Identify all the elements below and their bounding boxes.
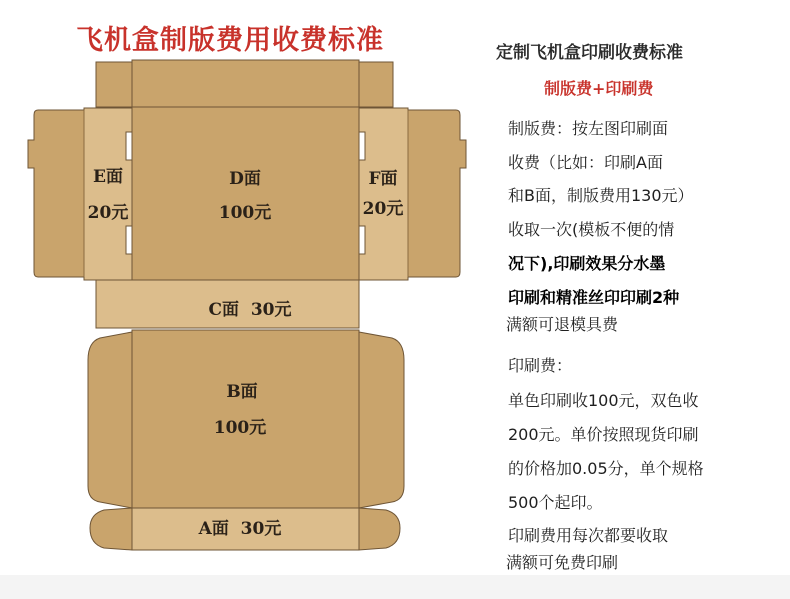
print-fee-line: 500个起印。 (508, 493, 603, 512)
e-face-price: 20元 (87, 203, 129, 223)
slot (126, 132, 132, 160)
d-face-name: D面 (229, 169, 261, 189)
slot (359, 226, 365, 254)
a-flap-left-ear (90, 508, 132, 550)
plate-fee-line: 制版费：按左图印刷面 (508, 119, 669, 138)
pricing-title: 定制飞机盒印刷收费标准 (496, 43, 683, 63)
a-face-label: A面 30元 (198, 519, 282, 539)
print-fee-line: 印刷费用每次都要收取 (508, 526, 669, 545)
f-outer-flap (408, 110, 466, 277)
slot (359, 132, 365, 160)
f-face-name: F面 (368, 169, 398, 189)
print-fee-line: 单色印刷收100元，双色收 (508, 391, 699, 410)
bottom-strip (0, 575, 790, 599)
f-face-price: 20元 (362, 199, 404, 219)
print-fee-line: 印刷费： (508, 356, 573, 375)
e-face-name: E面 (93, 167, 123, 187)
pricing-subtitle: 制版费+印刷费 (544, 79, 654, 98)
print-fee-line: 的价格加0.05分，单个规格 (508, 459, 704, 478)
plate-fee-line: 收取一次(模板不便的情 (508, 220, 675, 239)
d-face-price: 100元 (218, 203, 272, 223)
e-outer-flap (28, 110, 84, 277)
plate-fee-line: 收费（比如：印刷A面 (508, 153, 663, 172)
top-tuck-flap (132, 60, 359, 107)
b-face-name: B面 (226, 382, 258, 402)
left-title: 飞机盒制版费用收费标准 (76, 25, 384, 56)
b-face-price: 100元 (213, 418, 267, 438)
plate-fee-line: 满额可退模具费 (506, 315, 619, 334)
top-right-dust-flap (359, 62, 393, 107)
bottom-left-flap (88, 332, 132, 508)
c-face-label: C面 30元 (208, 300, 292, 320)
slot (126, 226, 132, 254)
print-fee-line: 200元。单价按照现货印刷 (508, 425, 699, 444)
print-fee-line: 满额可免费印刷 (506, 553, 619, 572)
plate-fee-line: 况下),印刷效果分水墨 (508, 254, 666, 273)
plate-fee-line: 和B面，制版费用130元） (508, 186, 694, 205)
top-left-dust-flap (96, 62, 132, 107)
plate-fee-line: 印刷和精准丝印印刷2种 (508, 288, 680, 307)
d-panel (132, 107, 359, 280)
bottom-right-flap (359, 332, 404, 508)
a-flap-right-ear (359, 508, 400, 550)
e-panel (84, 108, 132, 280)
